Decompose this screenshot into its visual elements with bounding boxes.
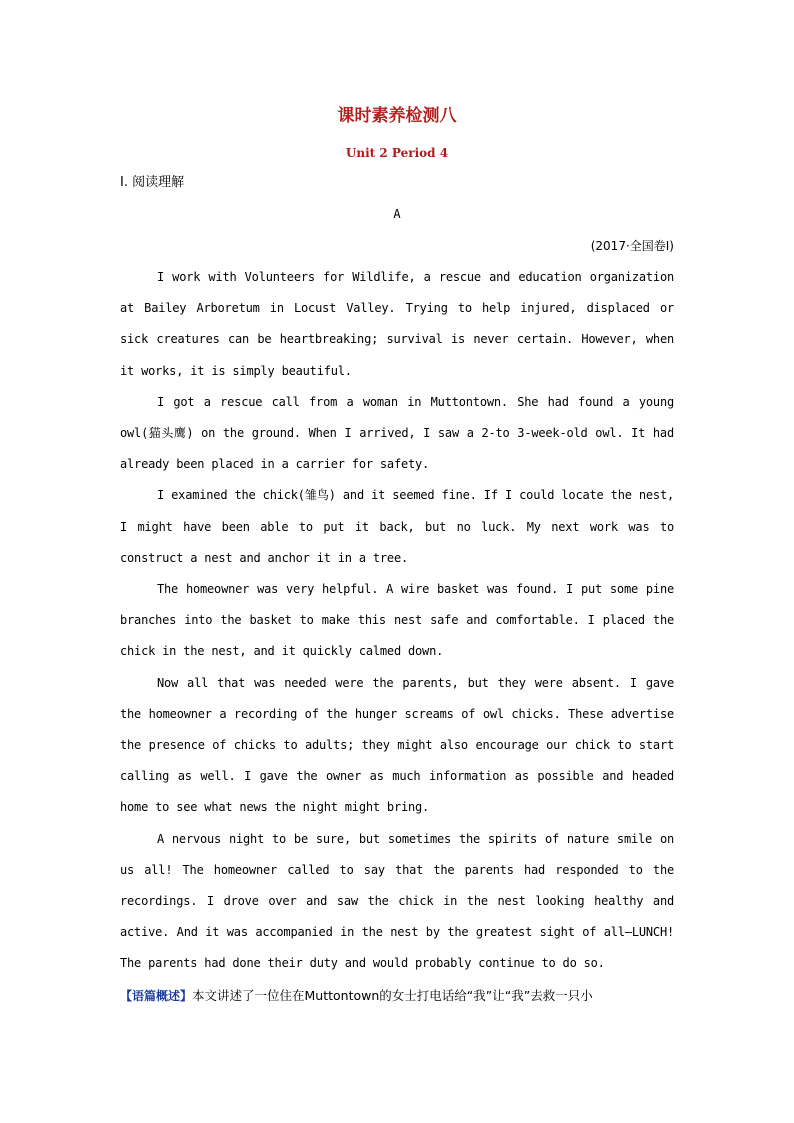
page-subtitle: Unit 2 Period 4	[345, 146, 449, 160]
source-citation: (2017·全国卷Ⅰ)	[590, 239, 674, 253]
passage-label: A	[393, 207, 401, 221]
paragraph: I work with Volunteers for Wildlife, a rescue and education organization at Bailey Arboretum in Locust Valley. Trying to help injured, displaced or sick creatures can be heartbreaking; survival is never certain. However, when it works, it is simply beautiful.	[120, 270, 674, 378]
paragraph: A nervous night to be sure, but sometimes the spirits of nature smile on us all! The homeowner called to say that the parents had responded to the recordings. I drove over and saw the chick in the nest looking healthy and active. And it was accompanied in the nest by the greatest sight of all—LUNCH! The parents had done their duty and would probably continue to do so.	[120, 831, 674, 971]
section-heading: Ⅰ. 阅读理解	[120, 175, 185, 190]
page-title: 课时素养检测八	[337, 106, 457, 126]
document-page	[120, 100, 674, 1012]
paragraph: Now all that was needed were the parents, but they were absent. I gave the homeowner a recording of the hunger screams of owl chicks. These advertise the presence of chicks to adults; they might also encourage our chick to start calling as well. I gave the owner as much information as possible and headed home to see what news the night might bring.	[120, 675, 674, 815]
summary-tag: 【语篇概述】	[120, 988, 193, 1003]
paragraph: The homeowner was very helpful. A wire basket was found. I put some pine branches into the basket to make this nest safe and comfortable. I placed the chick in the nest, and it quickly calmed down.	[120, 582, 674, 659]
summary-text: 本文讲述了一位住在Muttontown的女士打电话给“我”让“我”去救一只小	[192, 987, 593, 1003]
summary-line	[120, 980, 674, 1012]
paragraph: I got a rescue call from a woman in Muttontown. She had found a young owl(猫头鹰) on the ground. When I arrived, I saw a 2-to 3-week-old owl. It had already been placed in a carrier for safety.	[120, 394, 674, 472]
paragraph: I examined the chick(雏鸟) and it seemed fine. If I could locate the nest, I might have been able to put it back, but no luck. My next work was to construct a nest and anchor it in a tree.	[120, 488, 674, 565]
